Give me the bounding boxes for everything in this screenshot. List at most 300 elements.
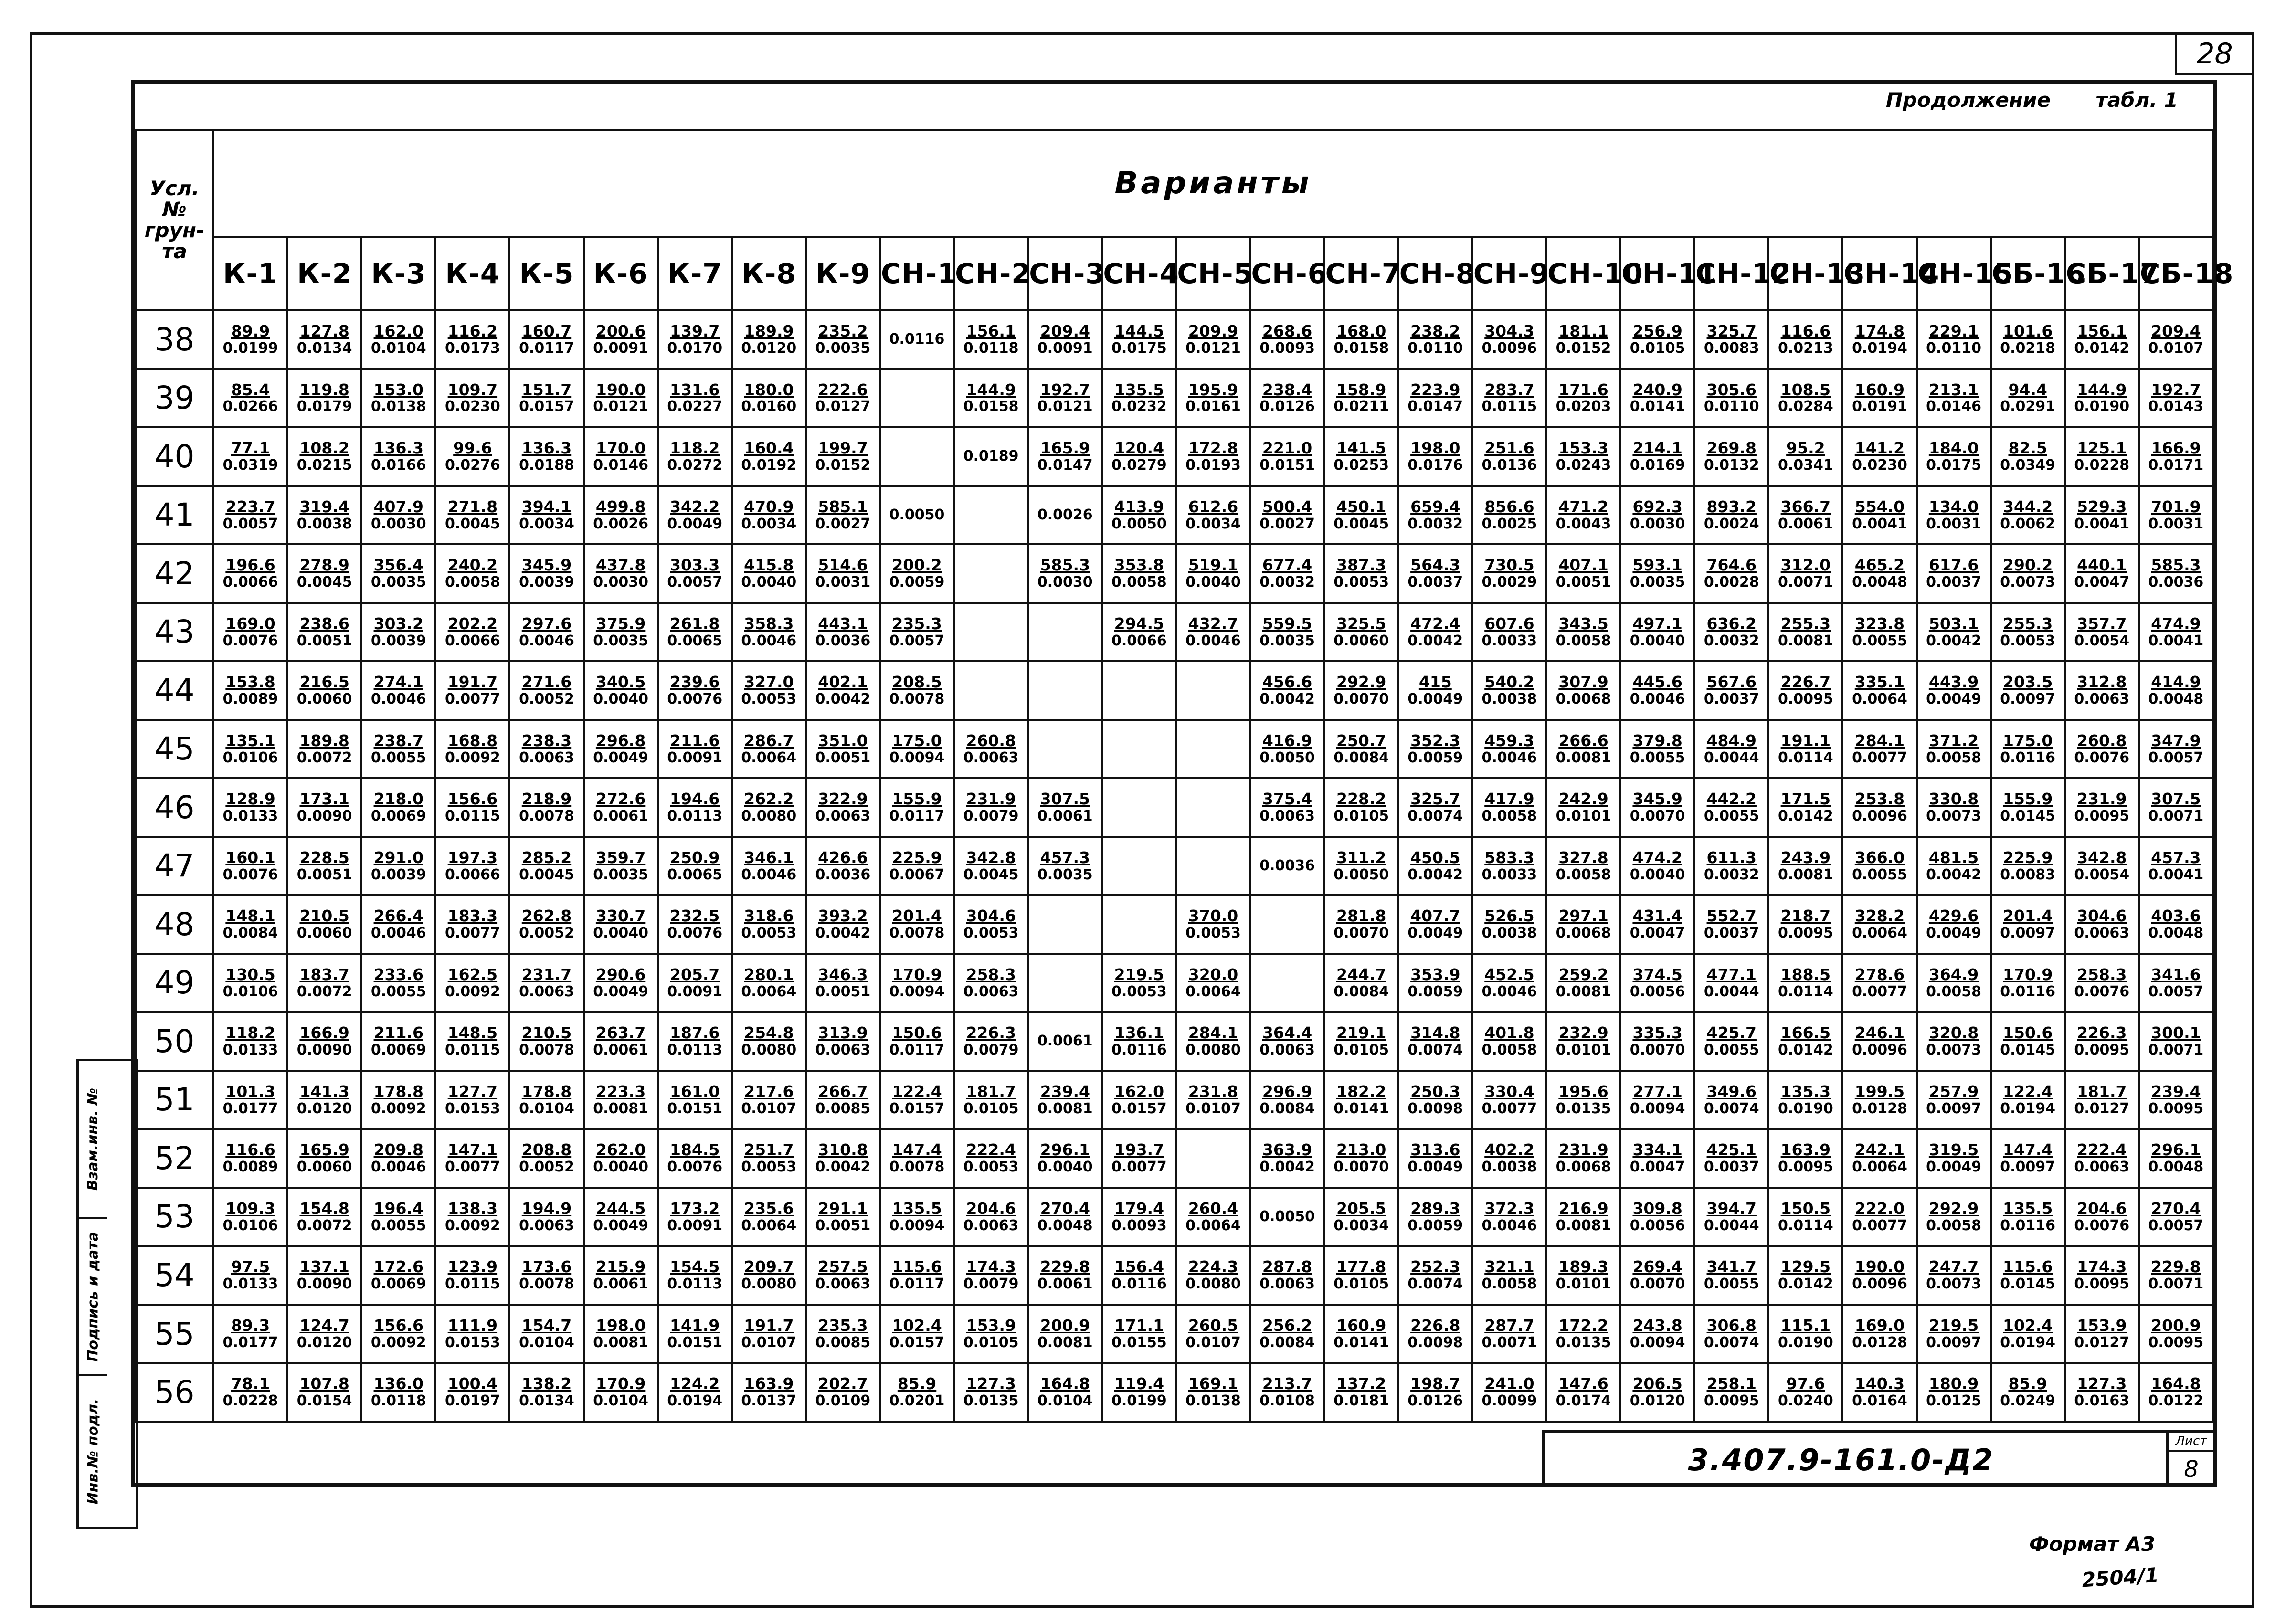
deformation-value: 0.0197 xyxy=(444,1392,500,1410)
deformation-value: 0.0319 xyxy=(222,457,278,474)
deformation-value: 0.0050 xyxy=(1259,1208,1315,1225)
value-cell xyxy=(1176,837,1250,896)
deformation-value: 0.0091 xyxy=(593,339,648,357)
load-value: 636.2 xyxy=(1706,614,1757,633)
load-value: 351.0 xyxy=(818,731,868,750)
deformation-value: 0.0104 xyxy=(593,1392,648,1410)
value-cell xyxy=(806,544,880,603)
column-header: К-8 xyxy=(732,237,806,310)
deformation-value: 0.0081 xyxy=(1037,1334,1093,1351)
load-value: 262.2 xyxy=(744,790,794,809)
deformation-value: 0.0068 xyxy=(1555,925,1611,942)
load-value: 327.0 xyxy=(744,673,794,692)
value-cell xyxy=(1842,1305,1916,1363)
value-cell xyxy=(361,661,435,720)
value-cell xyxy=(658,837,732,896)
value-cell xyxy=(584,486,658,545)
deformation-value: 0.0030 xyxy=(1630,515,1685,532)
value-cell xyxy=(1768,954,1842,1012)
deformation-value: 0.0079 xyxy=(963,1042,1019,1059)
load-value: 173.2 xyxy=(670,1199,720,1218)
deformation-value: 0.0142 xyxy=(1778,1042,1833,1059)
load-value: 250.7 xyxy=(1336,731,1386,750)
deformation-value: 0.0060 xyxy=(296,925,352,942)
table-row xyxy=(136,1012,2213,1071)
deformation-value: 0.0042 xyxy=(815,691,871,708)
column-header: СН-6 xyxy=(1250,237,1324,310)
deformation-value: 0.0091 xyxy=(667,983,723,1000)
load-value: 189.3 xyxy=(1558,1257,1608,1276)
load-value: 228.5 xyxy=(299,848,349,867)
value-cell xyxy=(1694,369,1768,428)
load-value: 327.8 xyxy=(1558,848,1608,867)
deformation-value: 0.0104 xyxy=(1037,1392,1093,1410)
deformation-value: 0.0107 xyxy=(1185,1334,1241,1351)
value-cell xyxy=(2065,1129,2139,1188)
deformation-value: 0.0095 xyxy=(2148,1100,2204,1117)
column-header: СН-7 xyxy=(1324,237,1398,310)
column-header: СБ-17 xyxy=(2065,237,2139,310)
load-value: 172.6 xyxy=(373,1257,423,1276)
deformation-value: 0.0043 xyxy=(1555,515,1611,532)
deformation-value: 0.0032 xyxy=(1407,515,1463,532)
deformation-value: 0.0133 xyxy=(222,1042,278,1059)
load-value: 139.7 xyxy=(670,322,720,341)
deformation-value: 0.0073 xyxy=(1926,1042,1981,1059)
deformation-value: 0.0107 xyxy=(2148,339,2204,357)
deformation-value: 0.0049 xyxy=(593,1217,648,1234)
load-value: 677.4 xyxy=(1262,556,1312,575)
value-cell xyxy=(1324,661,1398,720)
deformation-value: 0.0053 xyxy=(1111,983,1167,1000)
value-cell xyxy=(287,895,361,954)
load-value: 147.4 xyxy=(892,1140,942,1160)
value-cell xyxy=(1842,1246,1916,1305)
load-value: 499.8 xyxy=(595,497,646,516)
load-value: 231.8 xyxy=(1188,1082,1238,1101)
value-cell xyxy=(287,1012,361,1071)
load-value: 128.9 xyxy=(225,790,275,809)
value-cell xyxy=(1620,1305,1694,1363)
deformation-value: 0.0136 xyxy=(1481,457,1537,474)
deformation-value: 0.0153 xyxy=(444,1100,500,1117)
deformation-value: 0.0115 xyxy=(1481,398,1537,415)
load-value: 238.2 xyxy=(1410,322,1460,341)
value-cell xyxy=(1620,954,1694,1012)
value-cell xyxy=(1102,661,1176,720)
deformation-value: 0.0036 xyxy=(2148,574,2204,591)
value-cell xyxy=(1991,310,2065,369)
value-cell xyxy=(2139,544,2213,603)
value-cell xyxy=(954,1188,1028,1246)
deformation-value: 0.0034 xyxy=(1333,1217,1389,1234)
deformation-value: 0.0190 xyxy=(1778,1100,1833,1117)
load-value: 311.2 xyxy=(1336,848,1386,867)
deformation-value: 0.0038 xyxy=(1481,925,1537,942)
load-value: 153.8 xyxy=(225,673,275,692)
deformation-value: 0.0071 xyxy=(1778,574,1833,591)
deformation-value: 0.0052 xyxy=(519,691,574,708)
deformation-value: 0.0081 xyxy=(1555,1217,1611,1234)
value-cell xyxy=(1694,486,1768,545)
deformation-value: 0.0142 xyxy=(1778,1276,1833,1293)
value-cell xyxy=(1842,310,1916,369)
load-value: 340.5 xyxy=(595,673,646,692)
deformation-value: 0.0044 xyxy=(1704,983,1759,1000)
deformation-value: 0.0034 xyxy=(741,515,797,532)
value-cell xyxy=(1472,1188,1546,1246)
load-value: 278.6 xyxy=(1854,965,1905,984)
deformation-value: 0.0108 xyxy=(1259,1392,1315,1410)
deformation-value: 0.0091 xyxy=(1037,339,1093,357)
load-value: 122.4 xyxy=(2002,1082,2053,1101)
deformation-value: 0.0120 xyxy=(296,1334,352,1351)
value-cell xyxy=(880,427,954,486)
load-value: 261.8 xyxy=(670,614,720,633)
load-value: 459.3 xyxy=(1484,731,1534,750)
value-cell xyxy=(1398,954,1472,1012)
load-value: 285.2 xyxy=(521,848,572,867)
load-value: 160.9 xyxy=(1336,1316,1386,1335)
value-cell xyxy=(1324,954,1398,1012)
value-cell xyxy=(1028,544,1102,603)
value-cell xyxy=(880,1012,954,1071)
load-value: 271.6 xyxy=(521,673,572,692)
deformation-value: 0.0213 xyxy=(1778,339,1833,357)
value-cell xyxy=(2139,1012,2213,1071)
load-value: 218.9 xyxy=(521,790,572,809)
value-cell xyxy=(880,603,954,662)
value-cell xyxy=(1768,369,1842,428)
value-cell xyxy=(1768,1363,1842,1422)
deformation-value: 0.0158 xyxy=(1333,339,1389,357)
value-cell xyxy=(1694,1012,1768,1071)
paper-format: Формат А3 xyxy=(2029,1532,2155,1556)
value-cell xyxy=(954,778,1028,837)
deformation-value: 0.0074 xyxy=(1704,1334,1759,1351)
deformation-value: 0.0097 xyxy=(2000,1159,2056,1176)
deformation-value: 0.0137 xyxy=(741,1392,797,1410)
deformation-value: 0.0080 xyxy=(1185,1276,1241,1293)
deformation-value: 0.0049 xyxy=(1926,1159,1981,1176)
value-cell xyxy=(1250,1012,1324,1071)
load-value: 353.9 xyxy=(1410,965,1460,984)
deformation-value: 0.0048 xyxy=(2148,925,2204,942)
value-cell xyxy=(2065,603,2139,662)
value-cell xyxy=(1102,1246,1176,1305)
deformation-value: 0.0133 xyxy=(222,1276,278,1293)
deformation-value: 0.0032 xyxy=(1704,866,1759,883)
value-cell xyxy=(806,1188,880,1246)
deformation-value: 0.0173 xyxy=(444,339,500,357)
value-cell xyxy=(2065,661,2139,720)
deformation-value: 0.0047 xyxy=(2074,574,2130,591)
deformation-value: 0.0069 xyxy=(370,1042,426,1059)
deformation-value: 0.0118 xyxy=(370,1392,426,1410)
value-cell xyxy=(658,1305,732,1363)
value-cell xyxy=(1917,369,1991,428)
load-value: 89.9 xyxy=(231,322,270,341)
value-cell xyxy=(1694,661,1768,720)
load-value: 137.2 xyxy=(1336,1374,1386,1393)
value-cell xyxy=(509,778,583,837)
load-value: 109.3 xyxy=(225,1199,275,1218)
continuation-note xyxy=(1886,88,2178,112)
value-cell xyxy=(1546,1246,1620,1305)
value-cell xyxy=(1472,544,1546,603)
deformation-value: 0.0232 xyxy=(1111,398,1167,415)
load-value: 243.9 xyxy=(1780,848,1831,867)
deformation-value: 0.0071 xyxy=(2148,1042,2204,1059)
load-value: 611.3 xyxy=(1706,848,1757,867)
deformation-value: 0.0063 xyxy=(815,1042,871,1059)
load-value: 194.6 xyxy=(670,790,720,809)
value-cell xyxy=(1324,837,1398,896)
load-value: 256.2 xyxy=(1262,1316,1312,1335)
deformation-value: 0.0035 xyxy=(370,574,426,591)
value-cell xyxy=(1546,427,1620,486)
deformation-value: 0.0048 xyxy=(2148,1159,2204,1176)
deformation-value: 0.0228 xyxy=(222,1392,278,1410)
deformation-value: 0.0059 xyxy=(1407,1217,1463,1234)
deformation-value: 0.0030 xyxy=(593,574,648,591)
deformation-value: 0.0284 xyxy=(1778,398,1833,415)
load-value: 127.3 xyxy=(966,1374,1016,1393)
load-value: 181.1 xyxy=(1558,322,1608,341)
table-row xyxy=(136,1071,2213,1129)
value-cell xyxy=(1768,778,1842,837)
load-value: 287.7 xyxy=(1484,1316,1534,1335)
deformation-value: 0.0141 xyxy=(1333,1100,1389,1117)
deformation-value: 0.0070 xyxy=(1630,808,1685,825)
value-cell xyxy=(1398,1129,1472,1188)
load-value: 127.7 xyxy=(447,1082,498,1101)
load-value: 256.9 xyxy=(1632,322,1682,341)
value-cell xyxy=(1324,1246,1398,1305)
load-value: 231.9 xyxy=(2077,790,2127,809)
deformation-value: 0.0066 xyxy=(1111,632,1167,649)
deformation-value: 0.0084 xyxy=(1259,1334,1315,1351)
load-value: 111.9 xyxy=(447,1316,498,1335)
load-value: 307.9 xyxy=(1558,673,1608,692)
deformation-value: 0.0141 xyxy=(1630,398,1685,415)
load-value: 125.1 xyxy=(2077,439,2127,458)
load-value: 266.4 xyxy=(373,907,423,926)
load-value: 251.7 xyxy=(744,1140,794,1160)
load-value: 191.7 xyxy=(744,1316,794,1335)
value-cell xyxy=(658,720,732,779)
value-cell xyxy=(1176,1071,1250,1129)
value-cell xyxy=(1472,1246,1546,1305)
table-row xyxy=(136,1305,2213,1363)
deformation-value: 0.0038 xyxy=(296,515,352,532)
load-value: 160.4 xyxy=(744,439,794,458)
load-value: 250.3 xyxy=(1410,1082,1460,1101)
deformation-value: 0.0194 xyxy=(2000,1334,2056,1351)
soil-number-cell: 46 xyxy=(136,778,213,837)
load-value: 200.9 xyxy=(2151,1316,2201,1335)
title-block xyxy=(1542,1430,2214,1487)
value-cell xyxy=(509,1188,583,1246)
load-value: 263.7 xyxy=(595,1023,646,1043)
soil-number-cell: 43 xyxy=(136,603,213,662)
value-cell xyxy=(2065,1188,2139,1246)
deformation-value: 0.0046 xyxy=(1185,632,1241,649)
value-cell xyxy=(1028,603,1102,662)
load-value: 238.6 xyxy=(299,614,349,633)
load-value: 226.8 xyxy=(1410,1316,1460,1335)
value-cell xyxy=(1620,778,1694,837)
load-value: 366.0 xyxy=(1854,848,1905,867)
value-cell xyxy=(732,895,806,954)
deformation-value: 0.0085 xyxy=(815,1100,871,1117)
deformation-value: 0.0240 xyxy=(1778,1392,1833,1410)
load-value: 403.6 xyxy=(2151,907,2201,926)
value-cell xyxy=(954,720,1028,779)
deformation-value: 0.0201 xyxy=(889,1392,945,1410)
deformation-value: 0.0046 xyxy=(1481,1217,1537,1234)
load-value: 226.7 xyxy=(1780,673,1831,692)
load-value: 484.9 xyxy=(1706,731,1757,750)
load-value: 357.7 xyxy=(2077,614,2127,633)
deformation-value: 0.0076 xyxy=(667,1159,723,1176)
value-cell xyxy=(2139,720,2213,779)
load-value: 370.0 xyxy=(1188,907,1238,926)
deformation-value: 0.0175 xyxy=(1926,457,1981,474)
load-value: 255.3 xyxy=(1780,614,1831,633)
value-cell xyxy=(1250,1363,1324,1422)
deformation-value: 0.0096 xyxy=(1852,808,1907,825)
column-header: К-6 xyxy=(584,237,658,310)
load-value: 238.3 xyxy=(521,731,572,750)
deformation-value: 0.0114 xyxy=(1778,749,1833,766)
value-cell xyxy=(1991,1129,2065,1188)
load-value: 243.8 xyxy=(1632,1316,1682,1335)
value-cell xyxy=(1324,369,1398,428)
value-cell xyxy=(1028,1305,1102,1363)
load-value: 170.0 xyxy=(595,439,646,458)
deformation-value: 0.0063 xyxy=(963,983,1019,1000)
value-cell xyxy=(880,310,954,369)
value-cell xyxy=(1472,1305,1546,1363)
load-value: 567.6 xyxy=(1706,673,1757,692)
value-cell xyxy=(2139,661,2213,720)
load-value: 540.2 xyxy=(1484,673,1534,692)
deformation-value: 0.0101 xyxy=(1555,808,1611,825)
load-value: 116.6 xyxy=(1780,322,1831,341)
load-value: 205.7 xyxy=(670,965,720,984)
load-value: 170.9 xyxy=(2002,965,2053,984)
load-value: 407.1 xyxy=(1558,556,1608,575)
value-cell xyxy=(287,427,361,486)
deformation-value: 0.0076 xyxy=(2074,749,2130,766)
value-cell xyxy=(954,1305,1028,1363)
deformation-value: 0.0036 xyxy=(1259,857,1315,874)
load-value: 445.6 xyxy=(1632,673,1682,692)
deformation-value: 0.0053 xyxy=(963,1159,1019,1176)
value-cell xyxy=(880,486,954,545)
deformation-value: 0.0045 xyxy=(519,866,574,883)
column-header: СБ-16 xyxy=(1991,237,2065,310)
load-value: 232.9 xyxy=(1558,1023,1608,1043)
value-cell xyxy=(1176,661,1250,720)
load-value: 213.0 xyxy=(1336,1140,1386,1160)
value-cell xyxy=(880,778,954,837)
value-cell xyxy=(584,1129,658,1188)
value-cell xyxy=(2139,603,2213,662)
value-cell xyxy=(806,1071,880,1129)
deformation-value: 0.0080 xyxy=(1185,1042,1241,1059)
deformation-value: 0.0041 xyxy=(2148,866,2204,883)
soil-number-cell: 40 xyxy=(136,427,213,486)
load-value: 272.6 xyxy=(595,790,646,809)
value-cell xyxy=(213,1071,287,1129)
load-value: 343.5 xyxy=(1558,614,1608,633)
load-value: 260.8 xyxy=(2077,731,2127,750)
load-value: 209.4 xyxy=(1040,322,1090,341)
value-cell xyxy=(1102,369,1176,428)
deformation-value: 0.0145 xyxy=(2000,1042,2056,1059)
value-cell xyxy=(1324,1012,1398,1071)
column-header: СН-1 xyxy=(880,237,954,310)
load-value: 177.8 xyxy=(1336,1257,1386,1276)
value-cell xyxy=(1546,1012,1620,1071)
deformation-value: 0.0077 xyxy=(444,1159,500,1176)
value-cell xyxy=(1102,544,1176,603)
value-cell xyxy=(732,427,806,486)
deformation-value: 0.0051 xyxy=(1555,574,1611,591)
deformation-value: 0.0104 xyxy=(519,1334,574,1351)
load-value: 325.7 xyxy=(1410,790,1460,809)
deformation-value: 0.0151 xyxy=(1259,457,1315,474)
deformation-value: 0.0094 xyxy=(889,983,945,1000)
value-cell xyxy=(361,837,435,896)
deformation-value: 0.0227 xyxy=(667,398,723,415)
value-cell xyxy=(509,427,583,486)
load-value: 585.3 xyxy=(2151,556,2201,575)
value-cell xyxy=(584,837,658,896)
load-value: 181.7 xyxy=(966,1082,1016,1101)
deformation-value: 0.0044 xyxy=(1704,1217,1759,1234)
value-cell xyxy=(1768,603,1842,662)
load-value: 269.8 xyxy=(1706,439,1757,458)
value-cell xyxy=(806,603,880,662)
value-cell xyxy=(1917,720,1991,779)
load-value: 322.9 xyxy=(818,790,868,809)
load-value: 233.6 xyxy=(373,965,423,984)
deformation-value: 0.0097 xyxy=(1926,1100,1981,1117)
load-value: 100.4 xyxy=(447,1374,498,1393)
column-header: СБ-18 xyxy=(2139,237,2213,310)
load-value: 292.9 xyxy=(1336,673,1386,692)
deformation-value: 0.0164 xyxy=(1852,1392,1907,1410)
value-cell xyxy=(880,1246,954,1305)
deformation-value: 0.0063 xyxy=(1259,1042,1315,1059)
load-value: 452.5 xyxy=(1484,965,1534,984)
value-cell xyxy=(1250,661,1324,720)
value-cell xyxy=(1694,1363,1768,1422)
load-value: 181.7 xyxy=(2077,1082,2127,1101)
deformation-value: 0.0045 xyxy=(1333,515,1389,532)
value-cell xyxy=(1324,486,1398,545)
value-cell xyxy=(658,1363,732,1422)
value-cell xyxy=(1842,720,1916,779)
load-value: 240.9 xyxy=(1632,380,1682,399)
value-cell xyxy=(2139,895,2213,954)
deformation-value: 0.0127 xyxy=(815,398,871,415)
value-cell xyxy=(1620,310,1694,369)
deformation-value: 0.0070 xyxy=(1630,1042,1685,1059)
